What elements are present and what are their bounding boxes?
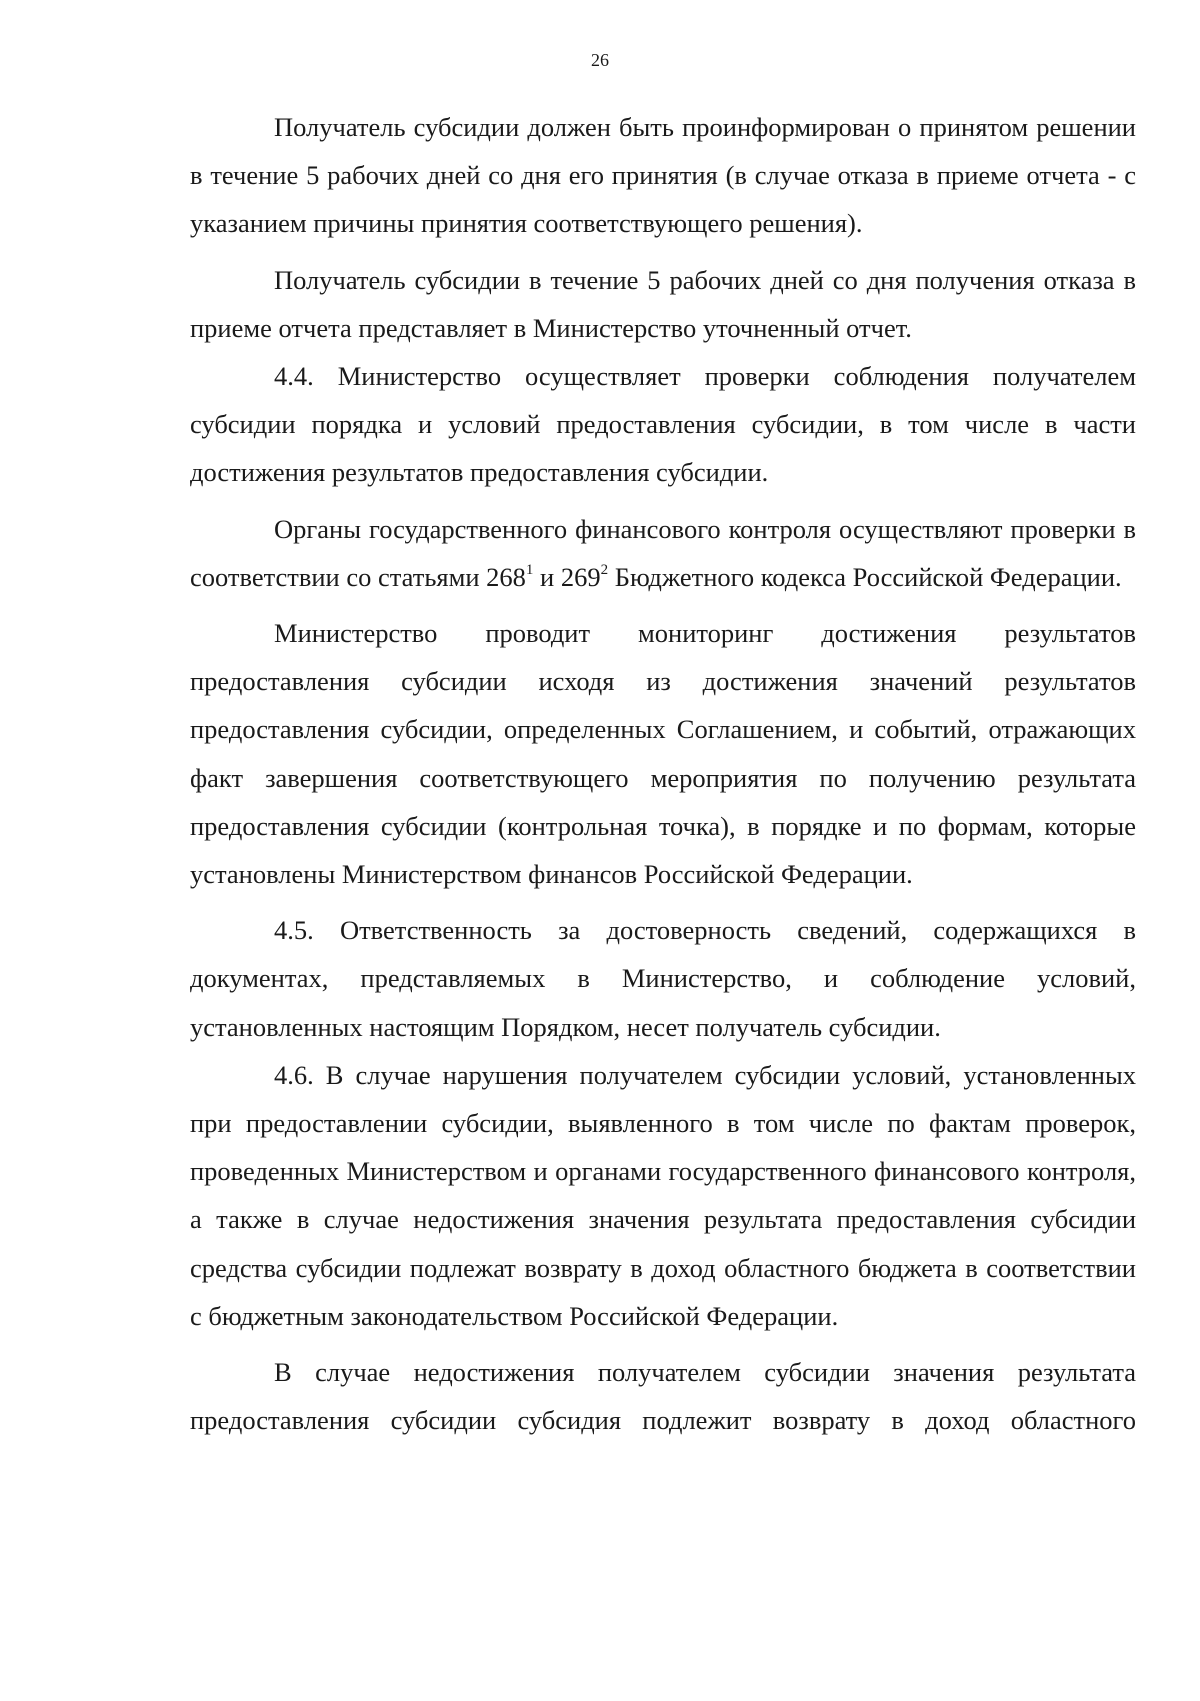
paragraph-report-decision: Получатель субсидии должен быть проинформирован о принятом решении в течение 5 рабочих дней со дня его принятия (в случае отказа в приеме отчета - с указанием причины принятия соответствующего решения). — [190, 112, 1136, 239]
paragraph-monitoring: Министерство проводит мониторинг достижения результатов предоставления субсидии исходя из достижения значений результатов предоставления субсидии, определенных Соглашением, и событий, отражающих факт завершения соответствующего мероприятия по получению результата предоставления субсидии (контрольная точка), в порядке и по формам, которые установлены Министерством финансов Российской Федерации. — [190, 618, 1136, 890]
paragraph-non-achievement: В случае недостижения получателем субсидии значения результата предоставления субсидии субсидия подлежит возврату в доход областного — [190, 1357, 1136, 1436]
paragraph-4-4-inspections: 4.4. Министерство осуществляет проверки соблюдения получателем субсидии порядка и условий предоставления субсидии, в том числе в части достижения результатов предоставления субсидии. — [190, 361, 1136, 488]
article-269-superscript: 2 — [600, 562, 609, 578]
page-number: 26 — [591, 50, 609, 70]
financial-control-text-3: Бюджетного кодекса Российской Федерации. — [608, 561, 1122, 592]
paragraph-4-5-responsibility: 4.5. Ответственность за достоверность сведений, содержащихся в документах, представляемых в Министерство, и соблюдение условий, установленных настоящим Порядком, несет получатель субсидии. — [190, 915, 1136, 1042]
article-268-superscript: 1 — [525, 562, 534, 578]
financial-control-text-1: Органы государственного финансового контроля осуществляют проверки в соответствии со статьями 268 — [190, 513, 1136, 592]
document-body — [190, 103, 1136, 1444]
financial-control-text-2: и 269 — [533, 561, 601, 592]
paragraph-4-6-violation: 4.6. В случае нарушения получателем субсидии условий, установленных при предоставлении субсидии, выявленного в том числе по фактам проверок, проведенных Министерством и органами государственного финансового контроля, а также в случае недостижения значения результата предоставления субсидии средства субсидии подлежат возврату в доход областного бюджета в соответствии с бюджетным законодательством Российской Федерации. — [190, 1059, 1136, 1331]
paragraph-financial-control — [190, 505, 1136, 601]
paragraph-revised-report: Получатель субсидии в течение 5 рабочих дней со дня получения отказа в приеме отчета представляет в Министерство уточненный отчет. — [190, 264, 1136, 343]
